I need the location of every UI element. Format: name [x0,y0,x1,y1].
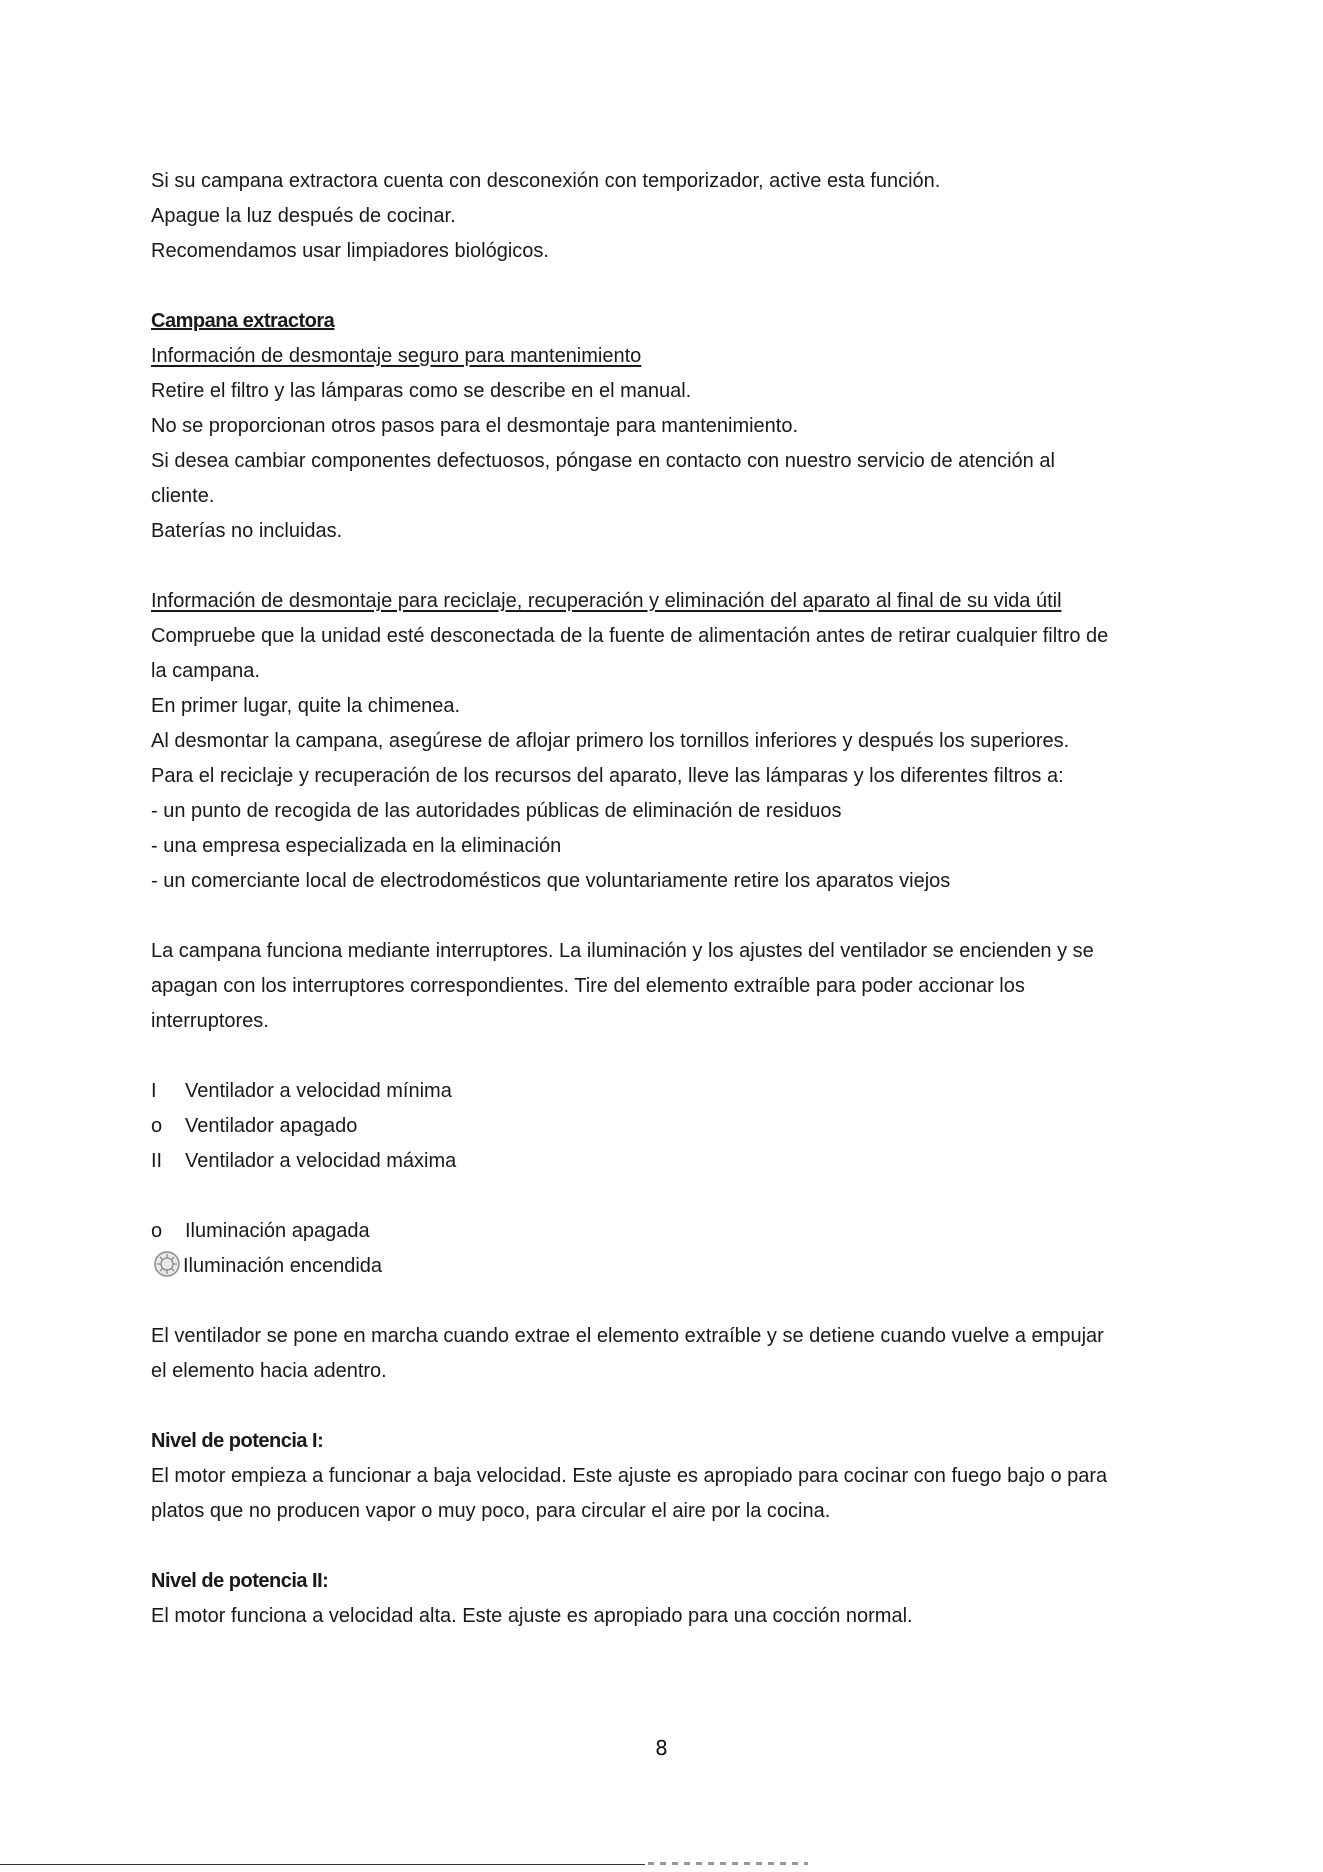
light-symbol: o [151,1220,163,1242]
recycle-line-2: En primer lugar, quite la chimenea. [151,695,461,717]
light-label: Iluminación apagada [185,1220,370,1242]
footer-rule [0,1864,645,1865]
power-level-1-line-2: platos que no producen vapor o muy poco, para circular el aire por la cocina. [151,1500,831,1522]
recycle-line-1a: Compruebe que la unidad esté desconectada de la fuente de alimentación antes de retirar cualquier filtro de [151,625,1109,647]
light-bulb-icon [153,1250,181,1278]
maintenance-heading: Información de desmontaje seguro para mantenimiento [151,345,642,367]
intro-line-3: Recomendamos usar limpiadores biológicos. [151,240,549,262]
fan-symbol: o [151,1115,163,1137]
fan-symbol: II [151,1150,163,1172]
fan-row-min [151,1074,1231,1109]
recycle-bullet-1: - un punto de recogida de las autoridades públicas de eliminación de residuos [151,800,842,822]
fan-symbol: I [151,1080,157,1102]
fan-operation-line-1: El ventilador se pone en marcha cuando extrae el elemento extraíble y se detiene cuando vuelve a empujar [151,1325,1104,1347]
intro-line-2: Apague la luz después de cocinar. [151,205,456,227]
recycle-bullet-3: - un comerciante local de electrodomésticos que voluntariamente retire los aparatos viejos [151,870,951,892]
light-label: Iluminación encendida [183,1255,383,1277]
spacer [151,1529,1231,1564]
switches-line-3: interruptores. [151,1010,269,1032]
switches-line-2: apagan con los interruptores correspondientes. Tire del elemento extraíble para poder accionar los [151,975,1025,997]
recycle-line-4: Para el reciclaje y recuperación de los recursos del aparato, lleve las lámparas y los diferentes filtros a: [151,765,1064,787]
document-page [151,164,1231,1634]
power-level-1-title: Nivel de potencia I: [151,1430,324,1452]
spacer [151,549,1231,584]
fan-label: Ventilador apagado [185,1115,358,1137]
fan-label: Ventilador a velocidad mínima [185,1080,452,1102]
footer-rule-dotted [648,1862,808,1865]
maintenance-line-1: Retire el filtro y las lámparas como se describe en el manual. [151,380,692,402]
fan-row-max [151,1144,1231,1179]
power-level-2-line-1: El motor funciona a velocidad alta. Este ajuste es apropiado para una cocción normal. [151,1605,913,1627]
maintenance-line-2: No se proporcionan otros pasos para el desmontaje para mantenimiento. [151,415,799,437]
recycle-bullet-2: - una empresa especializada en la eliminación [151,835,562,857]
power-level-1-line-1: El motor empieza a funcionar a baja velocidad. Este ajuste es apropiado para cocinar con fuego bajo o para [151,1465,1108,1487]
spacer [151,269,1231,304]
spacer [151,1284,1231,1319]
spacer [151,1179,1231,1214]
spacer [151,1389,1231,1424]
fan-label: Ventilador a velocidad máxima [185,1150,457,1172]
recycle-line-3: Al desmontar la campana, asegúrese de aflojar primero los tornillos inferiores y después los superiores. [151,730,1070,752]
section-title-hood: Campana extractora [151,310,335,332]
intro-line-1: Si su campana extractora cuenta con desconexión con temporizador, active esta función. [151,170,941,192]
maintenance-line-4: Baterías no incluidas. [151,520,343,542]
spacer [151,899,1231,934]
switches-line-1: La campana funciona mediante interruptores. La iluminación y los ajustes del ventilador se encienden y se [151,940,1094,962]
recycle-heading: Información de desmontaje para reciclaje, recuperación y eliminación del aparato al final de su vida útil [151,590,1062,612]
fan-row-off [151,1109,1231,1144]
recycle-line-1b: la campana. [151,660,260,682]
power-level-2-title: Nivel de potencia II: [151,1570,329,1592]
light-row-off [151,1214,1231,1249]
light-row-on [151,1249,1231,1284]
page-number: 8 [655,1736,668,1760]
maintenance-line-3b: cliente. [151,485,215,507]
fan-operation-line-2: el elemento hacia adentro. [151,1360,387,1382]
spacer [151,1039,1231,1074]
maintenance-line-3a: Si desea cambiar componentes defectuosos, póngase en contacto con nuestro servicio de atención al [151,450,1055,472]
